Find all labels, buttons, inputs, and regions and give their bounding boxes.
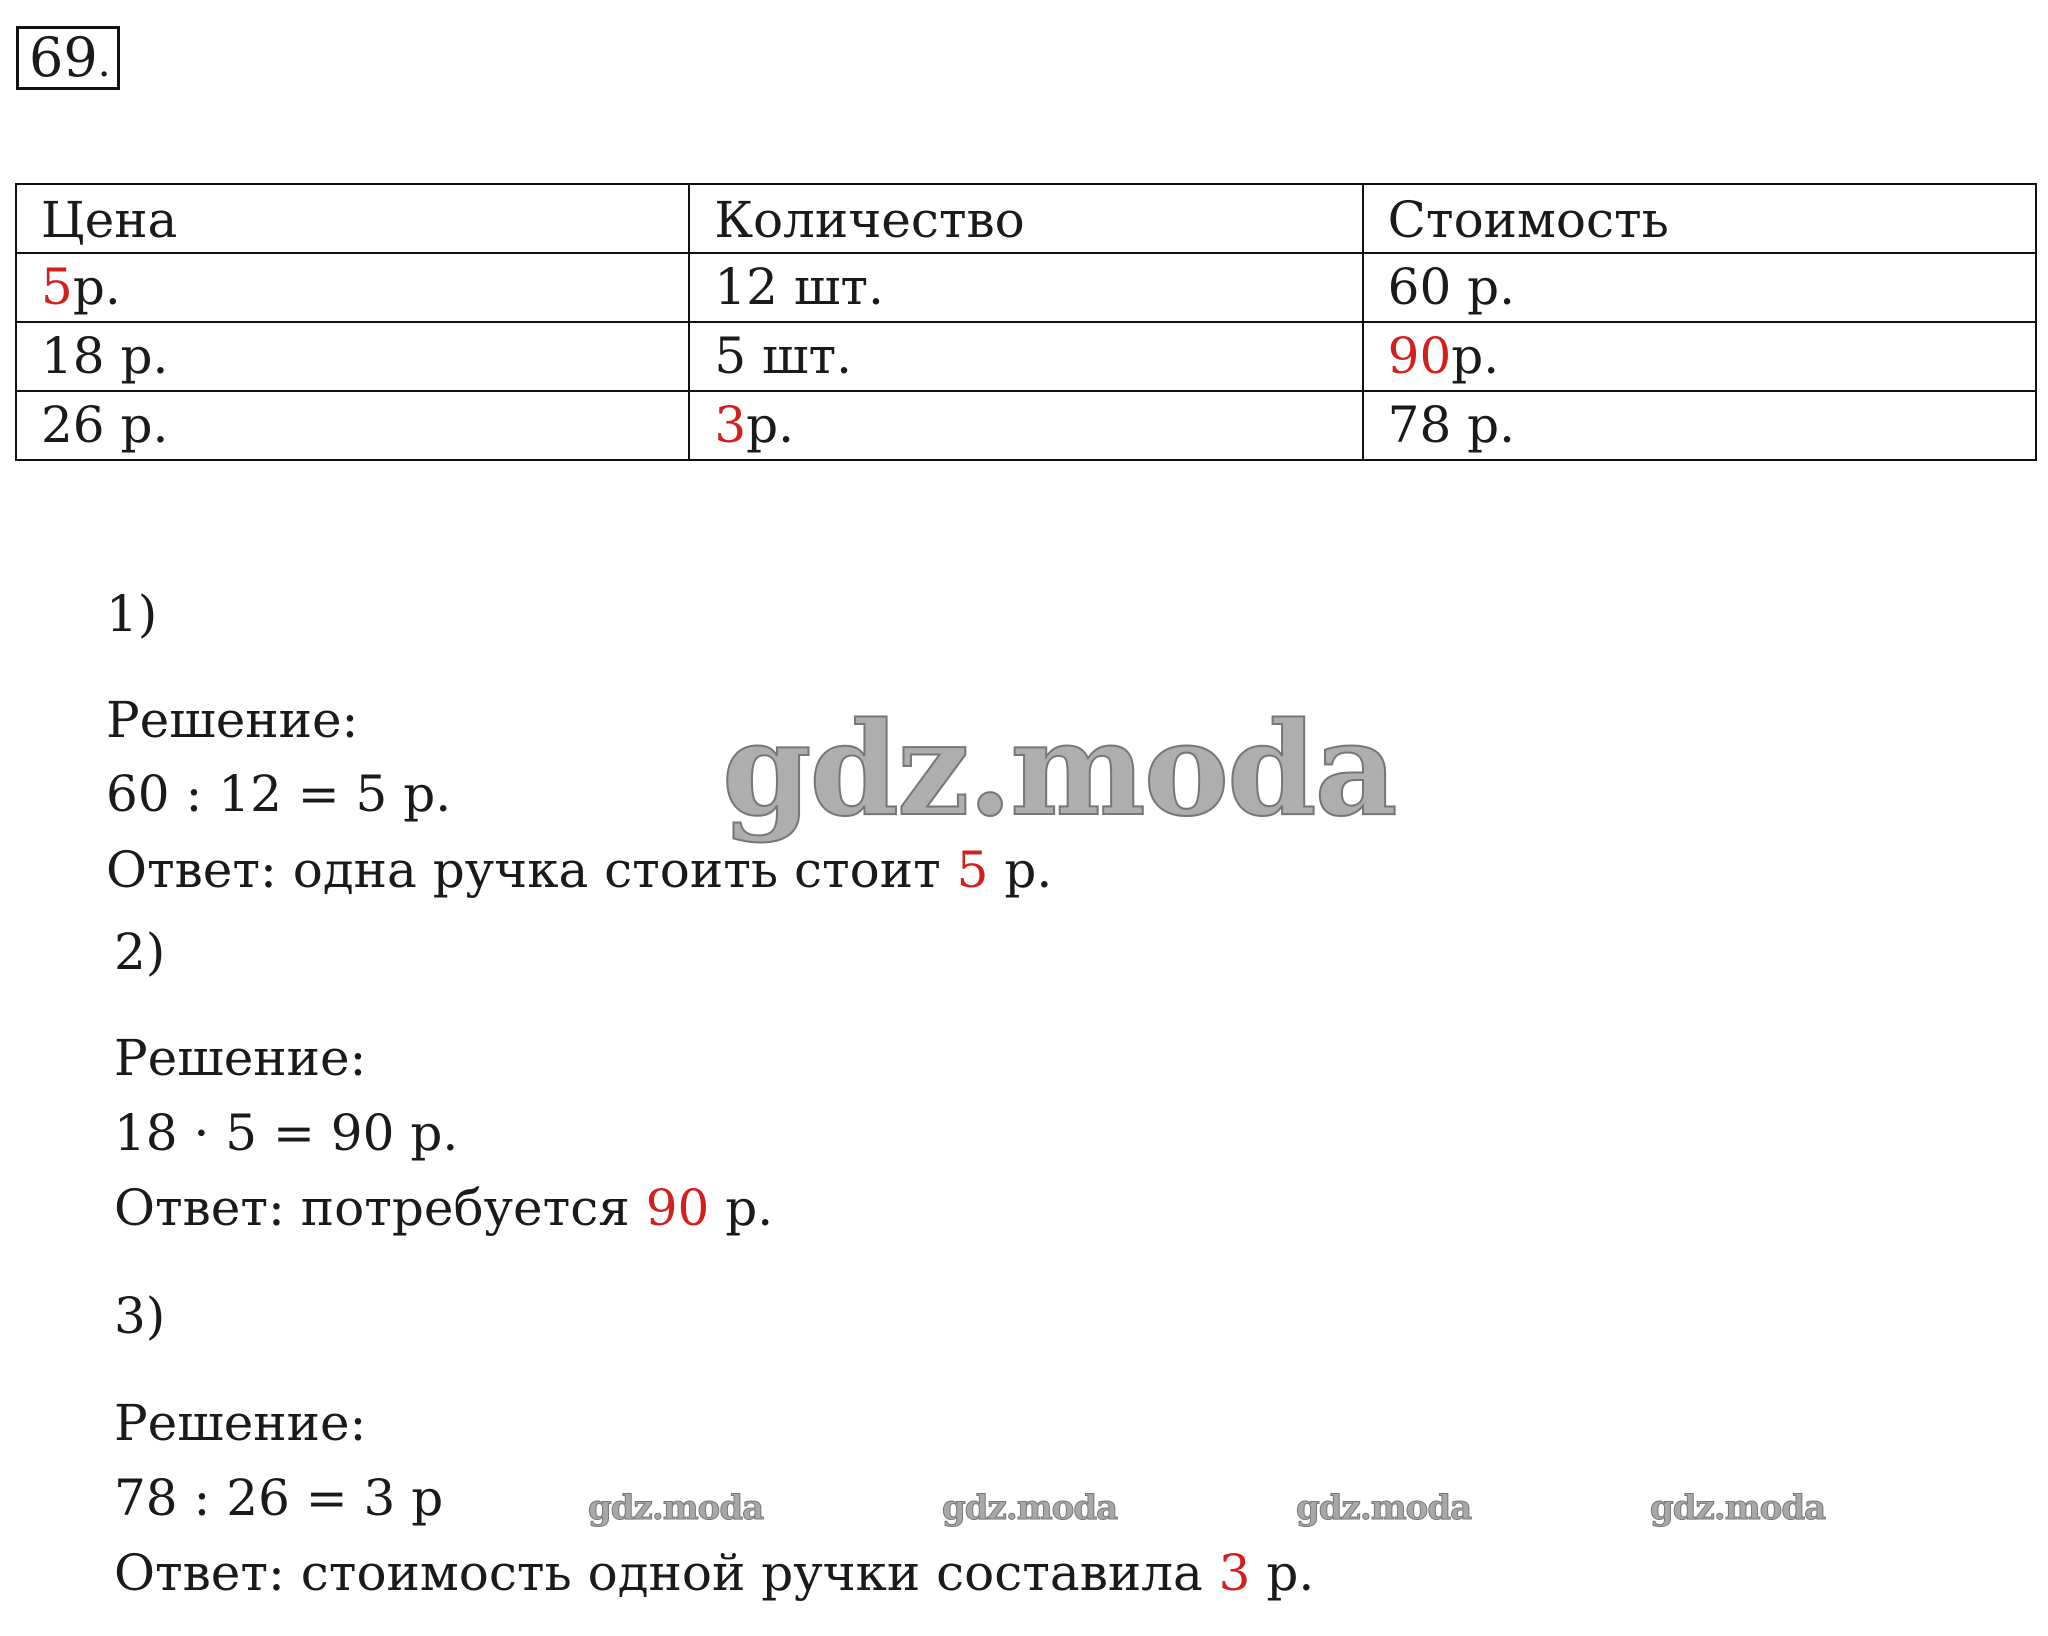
task-number	[16, 26, 120, 90]
answer-text: Ответ: потребуется	[114, 1179, 646, 1237]
watermark-small: gdz.moda	[942, 1488, 1118, 1528]
price-table	[15, 183, 2037, 461]
task-number-dot: .	[97, 40, 111, 86]
solution-1-answer	[106, 840, 1052, 900]
cell-text: 18 р.	[41, 327, 169, 385]
table-cell	[16, 391, 689, 460]
table-row	[16, 391, 2036, 460]
table-cell	[16, 322, 689, 391]
table-cell	[1363, 322, 2036, 391]
table-row	[16, 322, 2036, 391]
answer-unit: р.	[988, 841, 1053, 899]
solution-2-label: Решение:	[114, 1029, 367, 1087]
solution-3-answer	[114, 1543, 1314, 1603]
header-label: Стоимость	[1387, 191, 1669, 249]
cell-text: 26 р.	[41, 396, 169, 454]
header-label: Количество	[714, 191, 1025, 249]
solution-1-label: Решение:	[106, 691, 359, 749]
header-cell-price	[16, 184, 689, 253]
table-cell	[689, 322, 1362, 391]
cell-text: р.	[72, 258, 121, 316]
table-row	[16, 253, 2036, 322]
cell-highlight: 3	[714, 396, 747, 454]
answer-text: Ответ: стоимость одной ручки составила	[114, 1544, 1219, 1602]
table-cell	[689, 391, 1362, 460]
cell-text: р.	[746, 396, 795, 454]
answer-value: 5	[956, 841, 989, 899]
solution-3-expression: 78 : 26 = 3 р	[114, 1469, 444, 1527]
watermark-small: gdz.moda	[1650, 1488, 1826, 1528]
solution-2-expression: 18 · 5 = 90 р.	[114, 1104, 459, 1162]
answer-unit: р.	[709, 1179, 774, 1237]
header-cell-quantity	[689, 184, 1362, 253]
cell-text: 60 р.	[1387, 258, 1516, 316]
header-label: Цена	[41, 191, 178, 249]
cell-highlight: 5	[41, 258, 73, 316]
table-cell	[689, 253, 1362, 322]
table-cell	[1363, 391, 2036, 460]
solution-3-label: Решение:	[114, 1394, 367, 1452]
cell-text: 12 шт.	[714, 258, 884, 316]
solution-1-expression: 60 : 12 = 5 р.	[106, 765, 452, 823]
header-cell-cost	[1363, 184, 2036, 253]
watermark-small: gdz.moda	[588, 1488, 764, 1528]
cell-highlight: 90	[1387, 327, 1452, 385]
solution-3-number: 3)	[114, 1287, 166, 1345]
cell-text: 5 шт.	[714, 327, 853, 385]
solution-1-number: 1)	[106, 585, 158, 643]
answer-unit: р.	[1250, 1544, 1315, 1602]
table-header-row	[16, 184, 2036, 253]
watermark-main: gdz.moda	[722, 695, 1396, 845]
answer-value: 90	[645, 1179, 710, 1237]
solution-2-answer	[114, 1178, 773, 1238]
cell-text: 78 р.	[1387, 396, 1516, 454]
answer-value: 3	[1218, 1544, 1251, 1602]
solution-2-number: 2)	[114, 923, 166, 981]
cell-text: р.	[1451, 327, 1500, 385]
task-number-value: 69	[29, 26, 98, 89]
table-cell	[16, 253, 689, 322]
table-cell	[1363, 253, 2036, 322]
answer-text: Ответ: одна ручка стоить стоит	[106, 841, 957, 899]
watermark-small: gdz.moda	[1296, 1488, 1472, 1528]
